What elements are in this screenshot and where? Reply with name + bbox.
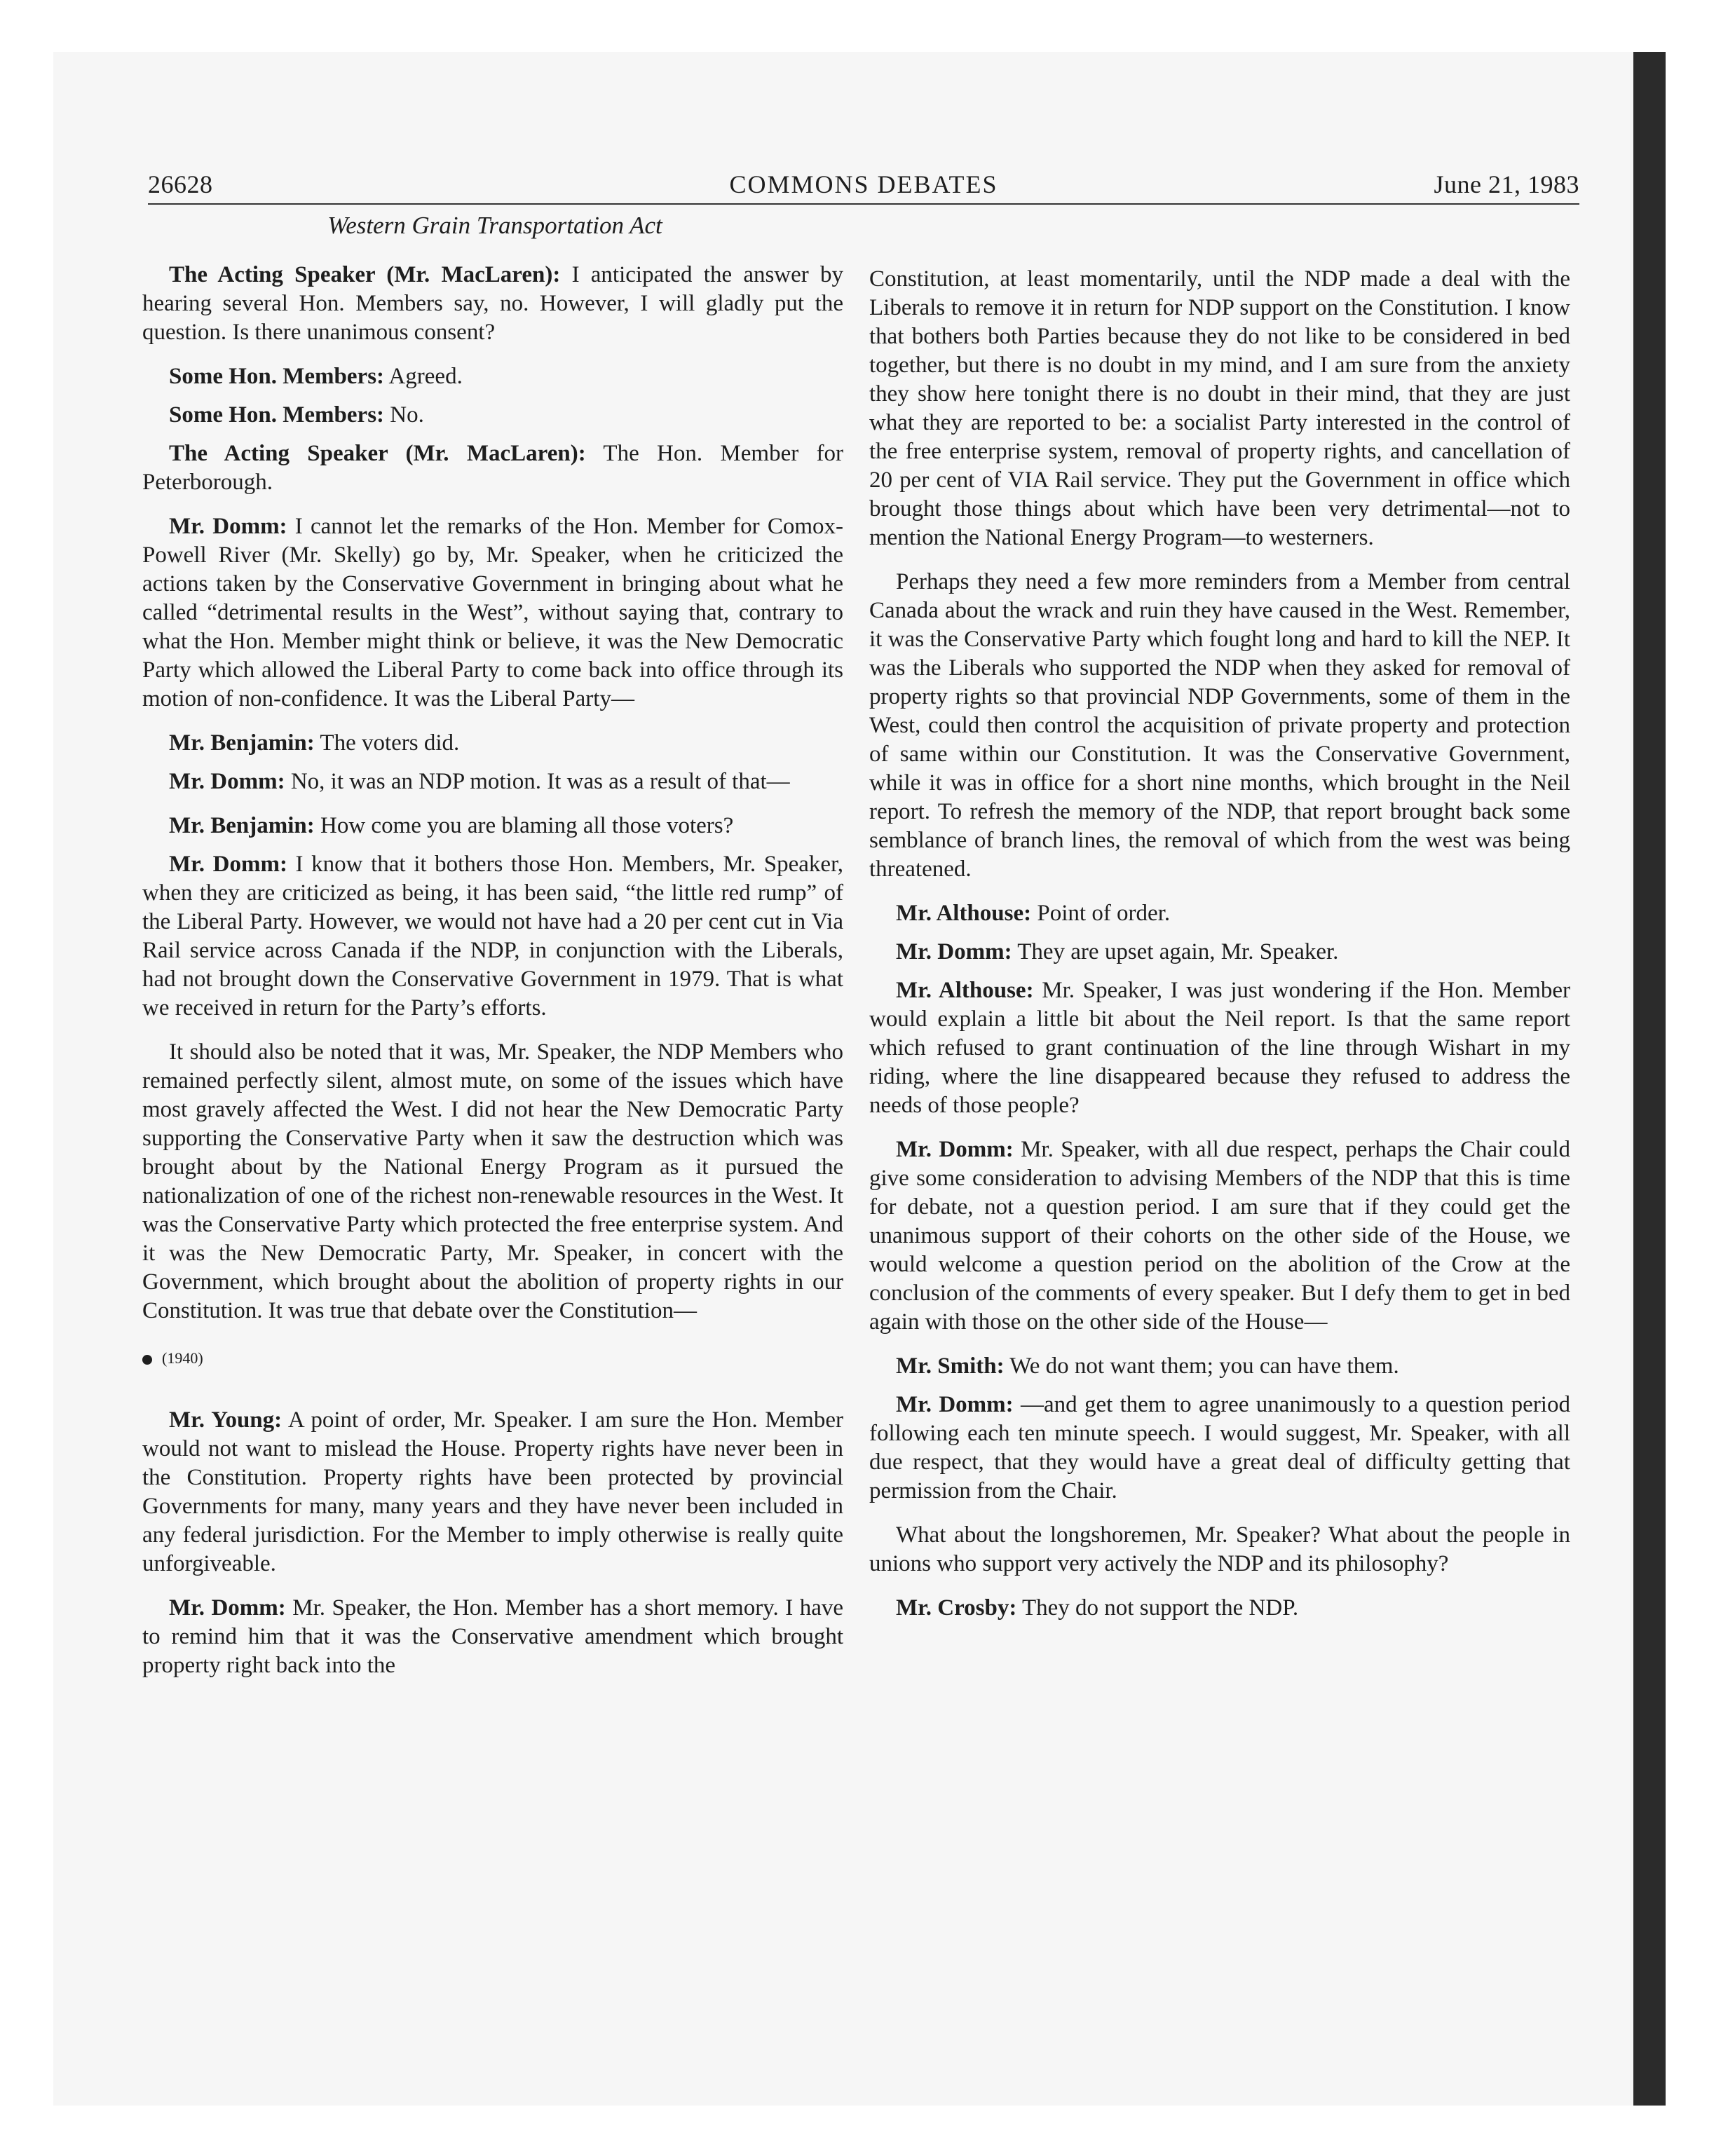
paragraph — [142, 1594, 843, 1680]
paragraph — [869, 938, 1570, 967]
speaker-name: Mr. Benjamin: — [169, 730, 315, 756]
paragraph — [869, 265, 1570, 552]
speaker-name: Mr. Domm: — [896, 1137, 1014, 1162]
speaker-name: Mr. Domm: — [896, 939, 1012, 964]
speaker-name: Mr. Domm: — [896, 1392, 1014, 1417]
speaker-name: Mr. Young: — [169, 1407, 283, 1433]
section-title: Western Grain Transportation Act — [327, 212, 662, 239]
speaker-name: The Acting Speaker (Mr. MacLaren): — [169, 441, 586, 466]
page-date: June 21, 1983 — [1434, 170, 1579, 198]
speech-text: —and get them to agree unanimously to a question period following each ten minute speech. I would suggest, Mr. Speaker, with all due respect, that they would have a great deal of difficulty getting that permission from the Chair. — [869, 1392, 1570, 1503]
speech-text: Constitution, at least momentarily, until the NDP made a deal with the Liberals to remove it in return for NDP support on the Constitution. I know that bothers both Parties because they do not like to be considered in bed together, but there is no doubt in my mind, and I am sure from the anxiety they show here tonight there is no doubt in their mind, that they are just what they are reported to be: a socialist Party interested in the control of the free enterprise system, removal of property rights, and cancellation of 20 per cent of VIA Rail service. They put the Government in office which brought those things about which have been very detrimental—not to mention the National Energy Program—to westerners. — [869, 266, 1570, 550]
publication-title: COMMONS DEBATES — [729, 170, 998, 198]
paragraph — [142, 812, 843, 840]
speech-text: How come you are blaming all those voters? — [314, 813, 734, 838]
speaker-name: Some Hon. Members: — [169, 364, 385, 389]
speech-text: What about the longshoremen, Mr. Speaker? What about the people in unions who support very actively the NDP and its philosophy? — [869, 1522, 1570, 1576]
paragraph — [869, 1391, 1570, 1506]
speech-text: No, it was an NDP motion. It was as a result of that— — [285, 769, 790, 794]
speech-text: The Hon. Member for Peterborough. — [142, 441, 844, 495]
speaker-name: Mr. Domm: — [169, 514, 287, 539]
speech-text: They are upset again, Mr. Speaker. — [1012, 939, 1339, 964]
bullet-icon — [142, 1355, 152, 1365]
paragraph — [869, 568, 1570, 884]
time-marker-text: (1940) — [162, 1349, 203, 1367]
page-header — [148, 165, 1579, 205]
speaker-name: Some Hon. Members: — [169, 402, 385, 428]
paragraph — [142, 362, 843, 391]
speech-text: The voters did. — [314, 730, 460, 756]
speaker-name: Mr. Domm: — [169, 1595, 286, 1621]
page-number: 26628 — [148, 170, 213, 198]
speaker-name: Mr. Smith: — [896, 1353, 1005, 1379]
speaker-name: Mr. Domm: — [169, 769, 285, 794]
speech-text: We do not want them; you can have them. — [1004, 1353, 1399, 1379]
speech-text: They do not support the NDP. — [1016, 1595, 1299, 1621]
speech-text: Perhaps they need a few more reminders from a Member from central Canada about the wrack and ruin they have caused in the West. Remember, it was the Conservative Party which fought long and hard to kill the NEP. It was the Liberals who supported the NDP when they asked for removal of property rights so that provincial NDP Governments, some of them in the West, could then control the acquisition of private property and protection of same within our Constitution. It was the Conservative Government, while it was in office for a short nine months, which brought in the Neil report. To refresh the memory of the NDP, that report brought back some semblance of branch lines, the removal of which from the west was being threatened. — [869, 569, 1570, 882]
paragraph — [869, 1135, 1570, 1337]
paragraph — [142, 439, 843, 497]
paragraph — [142, 512, 843, 714]
speech-text: Point of order. — [1031, 901, 1171, 926]
speaker-name: The Acting Speaker (Mr. MacLaren): — [169, 262, 561, 287]
speech-text: I cannot let the remarks of the Hon. Member for Comox-Powell River (Mr. Skelly) go by, Mr. Speaker, when he criticized the actions taken by the Conservative Government in bringing about what he called “detrimental results in the West”, without saying that, contrary to what the Hon. Member might think or believe, it was the New Democratic Party which allowed the Liberal Party to come back into office through its motion of non-confidence. It was the Liberal Party— — [142, 514, 843, 711]
paragraph — [869, 1594, 1570, 1623]
paragraph — [142, 850, 843, 1023]
paragraph — [142, 261, 843, 347]
time-marker — [142, 1344, 843, 1372]
speech-text: A point of order, Mr. Speaker. I am sure the Hon. Member would not want to mislead the House. Property rights have never been in the Constitution. Property rights have been protected by provincial Governments for many, many years and they have never been included in any federal jurisdiction. For the Member to imply otherwise is really quite unforgiveable. — [142, 1407, 843, 1576]
paragraph — [142, 767, 843, 796]
speech-text: Agreed. — [384, 364, 463, 389]
speech-text: I know that it bothers those Hon. Members, Mr. Speaker, when they are criticized as being, it has been said, “the little red rump” of the Liberal Party. However, we would not have had a 20 per cent cut in Via Rail service across Canada if the NDP, in conjunction with the Liberals, had not brought down the Conservative Government in 1979. That is what we received in return for the Party’s efforts. — [142, 852, 843, 1021]
right-column — [869, 265, 1570, 1638]
paragraph — [869, 976, 1570, 1120]
scan-edge-bar — [1633, 52, 1666, 2106]
speaker-name: Mr. Domm: — [169, 852, 287, 877]
speaker-name: Mr. Benjamin: — [169, 813, 315, 838]
paragraph — [869, 899, 1570, 928]
paragraph — [142, 1038, 843, 1325]
paragraph — [142, 729, 843, 758]
speech-text: Mr. Speaker, with all due respect, perhaps the Chair could give some consideration to advising Members of the NDP that this is time for debate, not a question period. I am sure that if they could get the unanimous support of their cohorts on the other side of the House, we would welcome a question period on the abolition of the Crow at the conclusion of the comments of every speaker. But I defy them to get in bed again with those on the other side of the House— — [869, 1137, 1570, 1335]
paragraph — [869, 1521, 1570, 1578]
speech-text: Mr. Speaker, I was just wondering if the Hon. Member would explain a little bit about the Neil report. Is that the same report which refused to grant continuation of the line through Wishart in my riding, where the line disappeared because they refused to address the needs of those people? — [869, 978, 1570, 1118]
speech-text: I anticipated the answer by hearing several Hon. Members say, no. However, I will gladly put the question. Is there unanimous consent? — [142, 262, 844, 345]
speaker-name: Mr. Crosby: — [896, 1595, 1017, 1621]
paragraph — [142, 401, 843, 430]
speech-text: No. — [384, 402, 424, 428]
speaker-name: Mr. Althouse: — [896, 901, 1032, 926]
paragraph — [142, 1406, 843, 1578]
speaker-name: Mr. Althouse: — [896, 978, 1034, 1003]
speech-text: Mr. Speaker, the Hon. Member has a short memory. I have to remind him that it was the Conservative amendment which brought property right back into the — [142, 1595, 843, 1678]
speech-text: It should also be noted that it was, Mr. Speaker, the NDP Members who remained perfectly silent, almost mute, on some of the issues which have most gravely affected the West. I did not hear the New Democratic Party supporting the Conservative Party when it saw the destruction which was brought about by the National Energy Program as it pursued the nationalization of one of the richest non-renewable resources in the West. It was the Conservative Party which protected the free enterprise system. And it was the New Democratic Party, Mr. Speaker, in concert with the Government, which brought about the abolition of property rights in our Constitution. It was true that debate over the Constitution— — [142, 1039, 843, 1323]
left-column — [142, 261, 843, 1696]
paragraph — [869, 1352, 1570, 1381]
